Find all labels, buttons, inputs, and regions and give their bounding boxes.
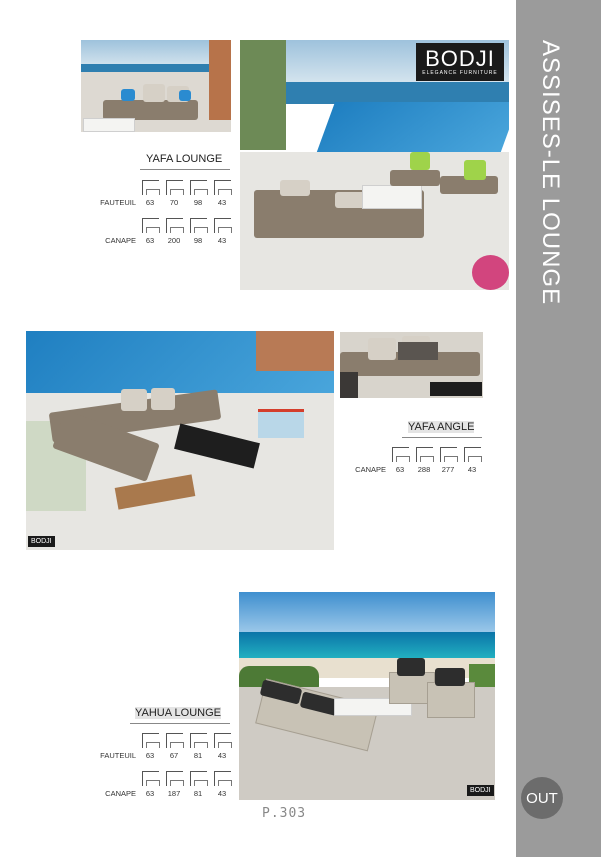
dimension-icon bbox=[214, 218, 231, 233]
product-name: YAHUA LOUNGE bbox=[135, 707, 221, 719]
yafa-angle-photo-small bbox=[340, 332, 483, 398]
bodji-logo: BODJI bbox=[467, 785, 494, 796]
dimension-icon bbox=[214, 771, 231, 786]
divider bbox=[130, 723, 230, 724]
dimension-icon bbox=[142, 180, 159, 195]
dimension-row: CANAPE 63 200 98 43 bbox=[92, 218, 234, 245]
dimension-row: CANAPE 63 187 81 43 bbox=[92, 771, 234, 798]
dimension-icon bbox=[142, 771, 159, 786]
product-name: YAFA ANGLE bbox=[408, 421, 475, 433]
dimension-icon bbox=[190, 180, 207, 195]
yafa-angle-photo-large bbox=[26, 331, 334, 550]
dimension-icon bbox=[166, 733, 183, 748]
dimension-icon bbox=[190, 218, 207, 233]
dimension-icon bbox=[440, 447, 457, 462]
dimension-icon bbox=[416, 447, 433, 462]
out-badge[interactable]: OUT bbox=[521, 777, 563, 819]
divider bbox=[402, 437, 482, 438]
dimension-row: FAUTEUIL 63 67 81 43 bbox=[92, 733, 234, 760]
yahua-lounge-photo bbox=[239, 592, 495, 800]
divider bbox=[140, 169, 230, 170]
dimension-icon bbox=[214, 733, 231, 748]
dimension-icon bbox=[142, 733, 159, 748]
dimension-icon bbox=[166, 180, 183, 195]
product-name: YAFA LOUNGE bbox=[146, 153, 223, 165]
dimension-icon bbox=[166, 218, 183, 233]
dimension-icon bbox=[142, 218, 159, 233]
dimension-icon bbox=[190, 733, 207, 748]
dimension-row: FAUTEUIL 63 70 98 43 bbox=[92, 180, 234, 207]
dimension-icon bbox=[190, 771, 207, 786]
dimension-icon bbox=[392, 447, 409, 462]
yafa-lounge-photo-small bbox=[81, 40, 231, 132]
section-title: ASSISES-LE LOUNGE bbox=[537, 40, 564, 306]
dimension-icon bbox=[464, 447, 481, 462]
bodji-logo: BODJI ELEGANCE FURNITURE bbox=[416, 43, 504, 81]
dimension-icon bbox=[166, 771, 183, 786]
yafa-lounge-photo-large bbox=[240, 40, 509, 290]
page-number: P.303 bbox=[262, 806, 307, 821]
dimension-icon bbox=[214, 180, 231, 195]
bodji-logo: BODJI bbox=[28, 536, 55, 547]
dimension-row: CANAPE 63 288 277 43 bbox=[342, 447, 484, 474]
